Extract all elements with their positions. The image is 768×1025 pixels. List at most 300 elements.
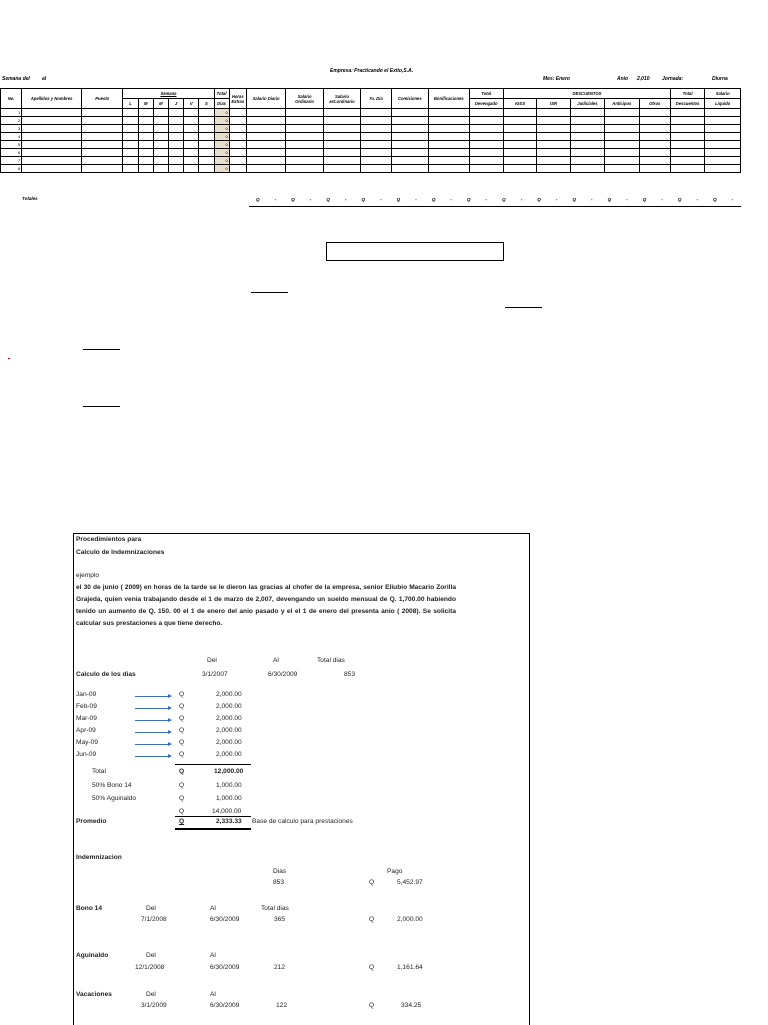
month-q: Q xyxy=(179,751,185,758)
table-cell xyxy=(153,141,168,149)
table-cell xyxy=(168,109,183,117)
total-value: 12,000.00 xyxy=(214,768,244,775)
bono14-al-hdr: Al xyxy=(210,905,216,912)
table-cell xyxy=(153,109,168,117)
agui2-al-hdr: Al xyxy=(210,952,216,959)
anio-label: Anio xyxy=(617,76,629,82)
table-cell xyxy=(361,117,391,125)
doc-ejemplo: ejemplo xyxy=(76,572,100,579)
table-cell xyxy=(22,117,82,125)
total-cell: - xyxy=(626,197,628,202)
table-cell xyxy=(184,125,199,133)
arrow-icon xyxy=(135,720,171,721)
agui-value: 1,000.00 xyxy=(216,795,242,802)
table-cell xyxy=(184,165,199,173)
table-cell xyxy=(138,133,153,141)
underline-2 xyxy=(505,307,542,308)
table-cell xyxy=(429,125,469,133)
vac-value: 334.25 xyxy=(401,1002,422,1009)
jornada-label: Jornada: xyxy=(662,76,684,82)
col-total-descuentos-1: Total xyxy=(670,89,704,99)
table-cell xyxy=(469,133,503,141)
table-cell xyxy=(570,133,604,141)
bono14-del-hdr: Del xyxy=(146,905,156,912)
table-cell xyxy=(286,141,323,149)
promedio-note: Base de calculo para prestaciones xyxy=(252,818,353,825)
table-cell xyxy=(570,165,604,173)
bono14-al: 6/30/2009 xyxy=(210,916,240,923)
table-cell xyxy=(469,141,503,149)
total-cell: - xyxy=(344,197,347,202)
table-cell xyxy=(81,117,123,125)
table-cell xyxy=(391,125,428,133)
table-cell xyxy=(286,165,323,173)
promedio-label: Promedio xyxy=(76,818,107,825)
table-cell xyxy=(469,149,503,157)
table-row xyxy=(1,149,741,157)
indem-value: 5,452.97 xyxy=(397,879,423,886)
col-comisiones: Comisiones xyxy=(391,89,428,109)
table-cell xyxy=(286,133,323,141)
sum-value: 14,000.00 xyxy=(212,808,242,815)
table-cell xyxy=(286,149,323,157)
table-cell xyxy=(246,117,285,125)
table-cell xyxy=(361,149,391,157)
table-cell xyxy=(429,109,469,117)
mes-label: Mes: Enero xyxy=(543,76,570,82)
col-anticipos: Anticipos xyxy=(605,99,639,109)
table-cell xyxy=(81,157,123,165)
total-cell: - xyxy=(450,197,452,202)
row-number: 1 xyxy=(1,109,22,117)
col-salario-extraordinario: Salario ext.ordinario xyxy=(323,89,360,109)
table-row xyxy=(1,109,741,117)
table-cell xyxy=(705,117,741,125)
col-day-v: V xyxy=(184,99,199,109)
table-cell xyxy=(670,125,704,133)
table-cell xyxy=(199,109,214,117)
promedio-rule-top xyxy=(175,816,251,817)
col-igss: IGSS xyxy=(503,99,536,109)
row-number: 2 xyxy=(1,117,22,125)
table-row xyxy=(1,117,741,125)
table-cell xyxy=(670,157,704,165)
row-total-dias: 0 xyxy=(214,149,229,157)
table-cell xyxy=(22,125,82,133)
table-cell xyxy=(246,149,285,157)
table-cell xyxy=(81,165,123,173)
table-cell xyxy=(229,141,246,149)
table-cell xyxy=(361,165,391,173)
col-day-m2: M xyxy=(153,99,168,109)
table-cell xyxy=(323,125,360,133)
vac-dias: 122 xyxy=(276,1002,288,1009)
table-cell xyxy=(639,149,670,157)
month-value: 2,000.00 xyxy=(216,739,242,746)
total-cell: Q xyxy=(642,197,647,202)
table-cell xyxy=(246,109,285,117)
doc-title-1: Procedimientos para xyxy=(76,536,142,543)
month-q: Q xyxy=(179,703,185,710)
table-cell xyxy=(469,157,503,165)
table-cell xyxy=(537,141,570,149)
table-cell xyxy=(705,157,741,165)
total-cell: Q xyxy=(572,197,576,202)
table-cell xyxy=(246,165,285,173)
table-cell xyxy=(639,165,670,173)
table-cell xyxy=(22,149,82,157)
month-q: Q xyxy=(179,691,185,698)
table-cell xyxy=(670,141,704,149)
table-cell xyxy=(705,109,741,117)
table-cell xyxy=(605,133,639,141)
col-day-j: J xyxy=(168,99,183,109)
empty-box xyxy=(326,242,504,261)
table-cell xyxy=(138,149,153,157)
table-row xyxy=(1,125,741,133)
table-cell xyxy=(138,125,153,133)
table-cell xyxy=(503,125,536,133)
arrow-icon xyxy=(135,744,171,745)
table-cell xyxy=(503,165,536,173)
bono14-del: 7/1/2008 xyxy=(141,916,167,923)
total-label: Total xyxy=(92,768,106,775)
total-cell: Q xyxy=(713,197,717,202)
vacaciones-label: Vacaciones xyxy=(76,991,112,998)
table-cell xyxy=(705,165,741,173)
month-label: Feb-09 xyxy=(76,703,97,710)
arrow-icon xyxy=(135,756,171,757)
table-cell xyxy=(391,117,428,125)
underline-1 xyxy=(251,292,288,293)
table-cell xyxy=(469,109,503,117)
table-cell xyxy=(123,165,138,173)
table-cell xyxy=(391,149,428,157)
table-cell xyxy=(138,141,153,149)
table-cell xyxy=(670,149,704,157)
table-cell xyxy=(503,141,536,149)
table-cell xyxy=(361,157,391,165)
calc-total: 853 xyxy=(344,671,356,678)
vac-al-hdr: Al xyxy=(210,991,216,998)
table-cell xyxy=(503,109,536,117)
table-cell xyxy=(168,133,183,141)
table-cell xyxy=(168,141,183,149)
jornada-value: Diurna xyxy=(712,76,728,82)
col-bonificaciones: Bonificaciones xyxy=(429,89,469,109)
table-cell xyxy=(361,109,391,117)
table-cell xyxy=(153,157,168,165)
total-cell: - xyxy=(731,197,734,202)
underline-4 xyxy=(83,406,120,407)
col-day-m: M xyxy=(138,99,153,109)
total-cell: Q xyxy=(291,197,295,202)
table-cell xyxy=(229,109,246,117)
table-cell xyxy=(605,157,639,165)
month-label: Apr-09 xyxy=(76,727,96,734)
table-cell xyxy=(22,165,82,173)
table-cell xyxy=(429,149,469,157)
total-cell: - xyxy=(380,197,382,202)
table-cell xyxy=(570,149,604,157)
table-cell xyxy=(361,133,391,141)
indem-q: Q xyxy=(369,879,375,886)
table-cell xyxy=(323,117,360,125)
table-cell xyxy=(199,149,214,157)
hdr-al: Al xyxy=(273,657,279,664)
table-cell xyxy=(537,157,570,165)
totals-line xyxy=(249,197,741,207)
table-cell xyxy=(570,109,604,117)
table-cell xyxy=(199,125,214,133)
col-day-l: L xyxy=(123,99,138,109)
table-cell xyxy=(670,165,704,173)
col-otros: Otros xyxy=(639,99,670,109)
bono-q: Q xyxy=(179,782,185,789)
table-row xyxy=(1,133,741,141)
row-total-dias: 0 xyxy=(214,125,229,133)
doc-title-2: Calculo de Indemnizaciones xyxy=(76,549,165,556)
table-cell xyxy=(537,149,570,157)
table-cell xyxy=(469,165,503,173)
col-day-s: S xyxy=(199,99,214,109)
table-cell xyxy=(168,125,183,133)
anio-value: 2,010 xyxy=(637,76,650,82)
table-cell xyxy=(639,141,670,149)
table-cell xyxy=(705,149,741,157)
total-cell: Q xyxy=(607,197,612,202)
payroll-table xyxy=(0,88,741,173)
agui2-del-hdr: Del xyxy=(146,952,156,959)
row-total-dias: 0 xyxy=(214,109,229,117)
total-cell: Q xyxy=(502,197,506,202)
vac-al: 6/30/2009 xyxy=(210,1002,240,1009)
col-total-dias-1: Total xyxy=(214,89,229,99)
agui-q: Q xyxy=(179,795,185,802)
indemnizacion-title: Indemnizacion xyxy=(76,854,122,861)
month-q: Q xyxy=(179,739,185,746)
col-judiciales: Judiciales xyxy=(570,99,604,109)
indem-dias-hdr: Dias xyxy=(273,868,287,875)
total-cell: - xyxy=(591,197,593,202)
total-cell: Q xyxy=(431,197,436,202)
table-cell xyxy=(391,141,428,149)
col-salario-diario: Salario Diario xyxy=(246,89,285,109)
table-cell xyxy=(323,141,360,149)
indem-pago-hdr: Pago xyxy=(387,868,403,875)
al-label: al xyxy=(42,76,47,82)
row-total-dias: 0 xyxy=(214,133,229,141)
table-cell xyxy=(391,109,428,117)
row-total-dias: 0 xyxy=(214,141,229,149)
table-cell xyxy=(199,157,214,165)
row-total-dias: 0 xyxy=(214,157,229,165)
table-cell xyxy=(323,157,360,165)
table-cell xyxy=(138,165,153,173)
table-cell xyxy=(605,165,639,173)
agui2-q: Q xyxy=(369,964,375,971)
table-cell xyxy=(184,149,199,157)
table-cell xyxy=(323,165,360,173)
table-cell xyxy=(246,133,285,141)
table-cell xyxy=(670,133,704,141)
col-salario-liquido-2: Liquido xyxy=(705,99,741,109)
table-cell xyxy=(537,133,570,141)
table-cell xyxy=(123,133,138,141)
indem-dias: 853 xyxy=(273,879,285,886)
table-cell xyxy=(81,149,123,157)
table-cell xyxy=(229,149,246,157)
arrow-icon xyxy=(135,732,171,733)
row-number: 5 xyxy=(1,141,22,149)
promedio-value: 2,333.33 xyxy=(216,818,242,825)
month-value: 2,000.00 xyxy=(216,751,242,758)
total-cell: - xyxy=(555,197,558,202)
table-cell xyxy=(429,157,469,165)
bono14-value: 2,000.00 xyxy=(397,916,423,923)
table-cell xyxy=(503,133,536,141)
table-cell xyxy=(246,125,285,133)
table-cell xyxy=(123,157,138,165)
table-cell xyxy=(670,117,704,125)
table-cell xyxy=(229,165,246,173)
calc-al: 6/30/2009 xyxy=(268,671,298,678)
col-total-devengado-1: Total xyxy=(469,89,503,99)
col-nombres: Apellidos y Nombres xyxy=(22,89,82,109)
month-label: Jun-09 xyxy=(76,751,97,758)
table-row xyxy=(1,157,741,165)
underline-3 xyxy=(83,349,120,350)
total-q: Q xyxy=(179,768,185,775)
table-cell xyxy=(138,117,153,125)
table-cell xyxy=(537,165,570,173)
table-cell xyxy=(81,141,123,149)
month-q: Q xyxy=(179,727,185,734)
bono14-q: Q xyxy=(369,916,375,923)
total-cell: - xyxy=(274,197,277,202)
table-cell xyxy=(705,125,741,133)
table-cell xyxy=(503,157,536,165)
table-cell xyxy=(323,109,360,117)
table-cell xyxy=(123,149,138,157)
month-value: 2,000.00 xyxy=(216,691,242,698)
table-cell xyxy=(429,117,469,125)
table-cell xyxy=(286,109,323,117)
total-cell: - xyxy=(696,197,698,202)
table-cell xyxy=(605,109,639,117)
company-title: Empresa: Practicando el Exito,S.A. xyxy=(330,68,414,74)
table-cell xyxy=(199,133,214,141)
doc-paragraph: el 30 de junio ( 2009) en horas de la tarde se le dieron las gracias al chofer de la empresa, senior Eliubio Macario Zorilla Grajeda, quien venia trabajando desde el 1 de marzo de 2,007, devengando un sueldo mensual de Q. 1,700.00 habiendo tenido un aumento de Q. 150. 00 el 1 de enero del anio pasado y el el 1 de enero del presenta anio ( 2008). Se solicita calcular sus prestaciones a que tiene derecho. xyxy=(76,584,456,627)
bono14-total-hdr: Total dias xyxy=(261,905,289,912)
table-cell xyxy=(81,109,123,117)
agui2-value: 1,161.64 xyxy=(397,964,423,971)
vac-del-hdr: Del xyxy=(146,991,156,998)
col-salario-liquido-1: Salario xyxy=(705,89,741,99)
calc-del: 3/1/2007 xyxy=(202,671,228,678)
bono-label: 50% Bono 14 xyxy=(92,782,132,789)
col-semana: Semana xyxy=(123,89,214,99)
table-cell xyxy=(503,149,536,157)
table-cell xyxy=(229,157,246,165)
row-number: 8 xyxy=(1,165,22,173)
bono14-label: Bono 14 xyxy=(76,905,103,912)
total-cell: Q xyxy=(361,197,366,202)
table-cell xyxy=(81,125,123,133)
table-cell xyxy=(168,157,183,165)
table-cell xyxy=(429,133,469,141)
row-total-dias: 0 xyxy=(214,165,229,173)
table-cell xyxy=(123,141,138,149)
table-cell xyxy=(286,125,323,133)
total-cell: - xyxy=(520,197,523,202)
table-cell xyxy=(429,141,469,149)
row-number: 6 xyxy=(1,149,22,157)
month-label: Jan-09 xyxy=(76,691,97,698)
arrow-icon xyxy=(135,696,171,697)
table-cell xyxy=(229,117,246,125)
promedio-q: Q xyxy=(179,818,185,825)
table-cell xyxy=(168,149,183,157)
table-cell xyxy=(138,109,153,117)
table-cell xyxy=(570,141,604,149)
table-cell xyxy=(184,133,199,141)
table-cell xyxy=(229,133,246,141)
month-value: 2,000.00 xyxy=(216,703,242,710)
col-descuentos: DESCUENTOS xyxy=(503,89,670,99)
table-cell xyxy=(605,125,639,133)
table-cell xyxy=(246,157,285,165)
table-cell xyxy=(639,117,670,125)
month-label: May-09 xyxy=(76,739,98,746)
red-mark xyxy=(8,358,10,359)
table-cell xyxy=(391,165,428,173)
agui-label: 50% Aguinaldo xyxy=(92,795,136,802)
table-cell xyxy=(168,117,183,125)
col-total-descuentos-2: Descuentos xyxy=(670,99,704,109)
table-cell xyxy=(361,125,391,133)
total-cell: Q xyxy=(677,197,682,202)
promedio-rule-bottom xyxy=(175,828,251,830)
table-cell xyxy=(22,141,82,149)
table-cell xyxy=(705,141,741,149)
table-cell xyxy=(153,125,168,133)
table-cell xyxy=(323,149,360,157)
table-cell xyxy=(605,141,639,149)
col-puesto: Puesto xyxy=(81,89,123,109)
table-cell xyxy=(570,157,604,165)
col-salario-ordinario: Salario Ordinario xyxy=(286,89,323,109)
bono-value: 1,000.00 xyxy=(216,782,242,789)
total-cell: Q xyxy=(537,197,541,202)
table-cell xyxy=(639,133,670,141)
table-cell xyxy=(286,117,323,125)
table-cell xyxy=(22,157,82,165)
table-row xyxy=(1,141,741,149)
hdr-del: Del xyxy=(207,657,217,664)
arrow-icon xyxy=(135,708,171,709)
total-cell: Q xyxy=(466,197,471,202)
month-q: Q xyxy=(179,715,185,722)
table-row xyxy=(1,165,741,173)
semana-del-label: Semana del xyxy=(2,76,30,82)
agui2-al: 6/30/2009 xyxy=(210,964,240,971)
hdr-total-dias: Total dias xyxy=(317,657,345,664)
col-total-dias-2: Dias xyxy=(214,99,229,109)
col-no: No. xyxy=(1,89,22,109)
table-cell xyxy=(22,109,82,117)
total-cell: - xyxy=(415,197,417,202)
